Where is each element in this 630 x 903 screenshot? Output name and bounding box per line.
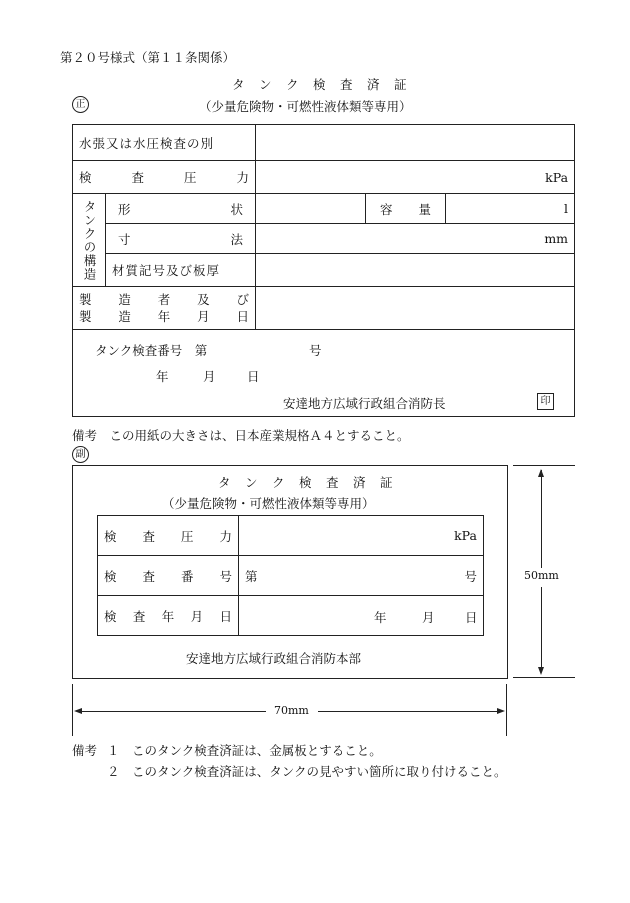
plate-number-value: 第 号 — [245, 568, 477, 584]
shape-value — [256, 194, 366, 224]
plate-date-year: 年 — [374, 610, 387, 625]
structure-label: タンクの構造 — [73, 194, 106, 287]
inspection-no-suffix: 号 — [309, 343, 322, 358]
note-item-2-num: ２ — [107, 764, 120, 779]
test-type-label: 水張又は水圧検査の別 — [73, 125, 256, 161]
height-extension-bottom — [513, 677, 575, 678]
plate-date-month: 月 — [422, 610, 435, 625]
seal-mark: 印 — [537, 393, 554, 410]
page-subtitle: （少量危険物・可燃性液体類等専用） — [199, 99, 412, 114]
tank-inspection-form — [72, 124, 575, 417]
arrow-down-icon — [538, 667, 544, 675]
material-label: 材質記号及び板厚 — [106, 254, 256, 287]
pressure-label: 検 査 圧 力 — [79, 170, 250, 185]
form-number: 第２０号様式（第１１条関係） — [60, 50, 236, 65]
shape-label: 形 状 — [118, 201, 244, 217]
capacity-label: 容 量 — [380, 201, 432, 217]
dimension-unit: mm — [256, 224, 575, 254]
plate-pressure-unit: kPa — [239, 516, 484, 556]
arrow-left-icon — [74, 708, 82, 714]
pressure-unit: kPa — [256, 161, 575, 194]
height-dimension-line-bottom — [541, 587, 542, 672]
original-mark: 正 — [72, 96, 89, 113]
maker-value — [256, 287, 575, 330]
plate-title: タ ン ク 検 査 済 証 — [218, 475, 394, 490]
test-type-value — [256, 125, 575, 161]
date-day: 日 — [247, 369, 260, 384]
dimension-label: 寸 法 — [118, 231, 244, 247]
note-item-2: このタンク検査済証は、タンクの見やすい箇所に取り付けること。 — [132, 764, 507, 779]
plate-date-day: 日 — [465, 610, 478, 625]
maker-label-line2: 製 造 年 月 日 — [79, 309, 250, 324]
date-month: 月 — [203, 369, 216, 384]
note-paper-size: 備考 この用紙の大きさは、日本産業規格Ａ４とすること。 — [72, 428, 410, 443]
width-dimension-line-right — [318, 711, 501, 712]
inspection-info-cell — [73, 330, 575, 417]
plate-subtitle: （少量危険物・可燃性液体類等専用） — [162, 496, 375, 511]
note-item-1: このタンク検査済証は、金属板とすること。 — [132, 743, 382, 758]
plate-number-label: 検 査 番 号 — [104, 568, 232, 584]
width-extension-left — [72, 684, 73, 736]
material-value — [256, 254, 575, 287]
notes-label: 備考 — [72, 743, 98, 758]
page-title: タ ン ク 検 査 済 証 — [232, 77, 408, 92]
height-extension-top — [513, 465, 575, 466]
plate-pressure-label: 検 査 圧 力 — [104, 528, 232, 544]
height-dimension-line-top — [541, 470, 542, 568]
plate-table — [97, 515, 484, 636]
duplicate-mark: 副 — [72, 446, 89, 463]
width-dimension-label: 70mm — [274, 704, 309, 717]
width-extension-right — [506, 684, 507, 736]
capacity-unit: l — [446, 194, 575, 224]
plate-date-label: 検 査 年 月 日 — [104, 608, 232, 624]
plate-authority: 安達地方広域行政組合消防本部 — [186, 651, 362, 666]
note-item-1-num: １ — [107, 743, 120, 758]
arrow-up-icon — [538, 469, 544, 477]
width-dimension-line-left — [78, 711, 266, 712]
issuing-authority: 安達地方広域行政組合消防長 — [283, 396, 446, 411]
inspection-no-prefix: タンク検査番号 第 — [95, 343, 208, 358]
maker-label-line1: 製 造 者 及 び — [79, 292, 250, 307]
date-year: 年 — [156, 369, 169, 384]
arrow-right-icon — [497, 708, 505, 714]
height-dimension-label: 50mm — [524, 569, 559, 582]
